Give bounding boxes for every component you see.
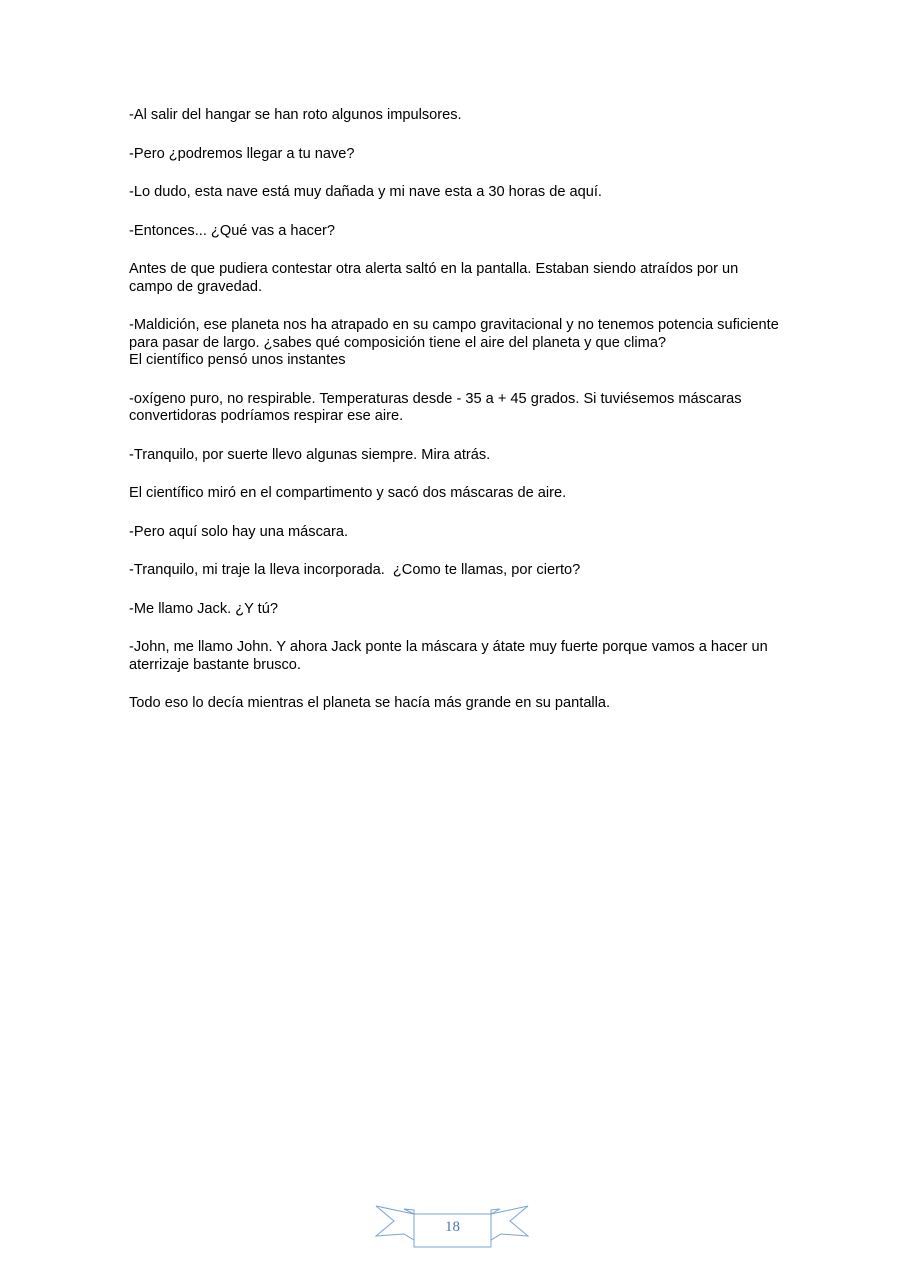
page-number-footer — [374, 1202, 530, 1250]
paragraph-8: -Tranquilo, por suerte llevo algunas siempre. Mira atrás. — [129, 446, 491, 463]
paragraph-2: -Pero ¿podremos llegar a tu nave? — [129, 145, 355, 162]
paragraph-3: -Lo dudo, esta nave está muy dañada y mi nave esta a 30 horas de aquí. — [129, 184, 602, 200]
paragraph-11: -Tranquilo, mi traje la lleva incorporada. ¿Como te llamas, por cierto? — [129, 562, 581, 578]
paragraph-13: -John, me llamo John. Y ahora Jack ponte la máscara y átate muy fuerte porque vamos a hacer un aterrizaje bastante brusco. — [129, 639, 772, 673]
paragraph-7: -oxígeno puro, no respirable. Temperaturas desde - 35 a + 45 grados. Si tuviésemos máscaras convertidoras podríamos respirar ese aire. — [129, 390, 746, 424]
paragraph-1: -Al salir del hangar se han roto algunos impulsores. — [129, 107, 462, 123]
paragraph-10: -Pero aquí solo hay una máscara. — [129, 523, 349, 540]
paragraph-6: -Maldición, ese planeta nos ha atrapado en su campo gravitacional y no tenemos potencia suficiente para pasar de largo. ¿sabes qué composición tiene el aire del planeta y que clima? El científico pensó unos instantes — [129, 317, 779, 368]
paragraph-5: Antes de que pudiera contestar otra alerta saltó en la pantalla. Estaban siendo atraídos por un campo de gravedad. — [129, 261, 743, 295]
paragraph-12: -Me llamo Jack. ¿Y tú? — [129, 600, 278, 617]
paragraph-14: Todo eso lo decía mientras el planeta se hacía más grande en su pantalla. — [129, 695, 611, 711]
paragraph-9: El científico miró en el compartimento y sacó dos máscaras de aire. — [129, 485, 567, 501]
document-body — [129, 107, 784, 734]
paragraph-4: -Entonces... ¿Qué vas a hacer? — [129, 222, 336, 239]
page-number: 18 — [445, 1219, 460, 1235]
